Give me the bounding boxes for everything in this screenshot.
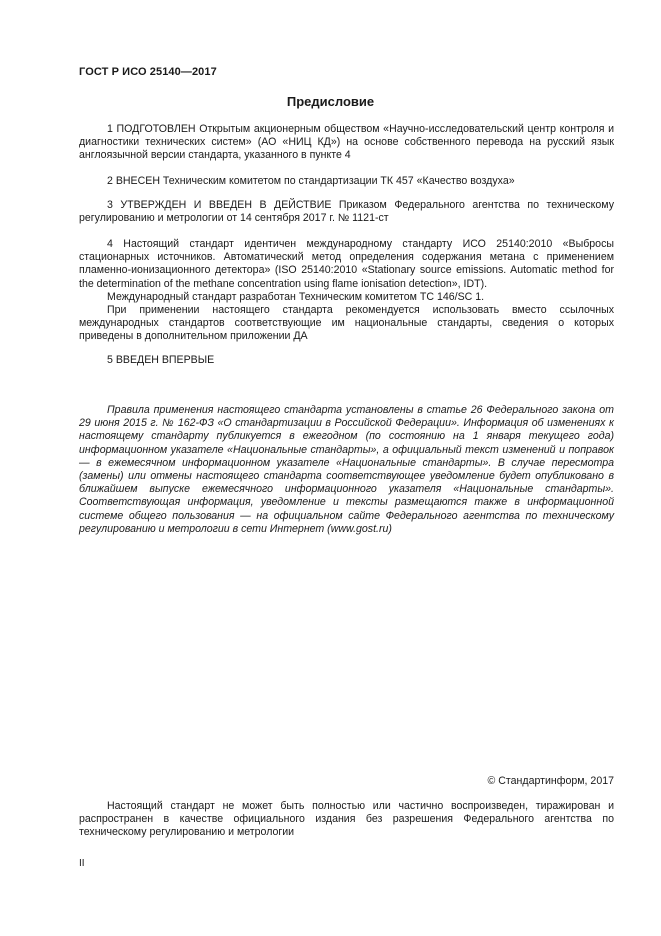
section-4	[79, 238, 614, 344]
reproduction-notice	[79, 800, 614, 840]
reproduction-notice-text: Настоящий стандарт не может быть полностью или частично воспроизведен, тиражирован и распространен в качестве официального издания без разрешения Федерального агентства по техническому регулированию и метрологии	[79, 800, 614, 839]
section-2-text: 2 ВНЕСЕН Техническим комитетом по стандартизации ТК 457 «Качество воздуха»	[107, 175, 515, 187]
page-number: II	[79, 858, 85, 869]
section-3	[79, 199, 614, 225]
rules-notice-text: Правила применения настоящего стандарта установлены в статье 26 Федерального закона от 29 июня 2015 г. № 162-ФЗ «О стандартизации в Российской Федерации». Информация об изменениях к настоящему стандарту публикуется в ежегодном (по состоянию на 1 января текущего года) информационном указателе «Национальные стандарты», а официальный текст изменений и поправок — в ежемесячном информационном указателе «Национальные стандарты». В случае пересмотра (замены) или отмены настоящего стандарта соответствующее уведомление будет опубликовано в ближайшем выпуске ежемесячного информационного указателя «Национальные стандарты». Соответствующая информация, уведомление и тексты размещаются также в информационной системе общего пользования — на официальном сайте Федерального агентства по техническому регулированию и метрологии в сети Интернет (www.gost.ru)	[79, 404, 614, 535]
section-1-text: 1 ПОДГОТОВЛЕН Открытым акционерным обществом «Научно-исследовательский центр контроля и диагностики технических систем» (АО «НИЦ КД») на основе собственного перевода на русский язык англоязычной версии стандарта, указанного в пункте 4	[79, 123, 614, 162]
page-title: Предисловие	[286, 94, 375, 109]
section-3-text: 3 УТВЕРЖДЕН И ВВЕДЕН В ДЕЙСТВИЕ Приказом Федерального агентства по техническому регулированию и метрологии от 14 сентября 2017 г. № 1121-ст	[79, 199, 614, 225]
section-5-text: 5 ВВЕДЕН ВПЕРВЫЕ	[107, 354, 215, 366]
section-4-paragraph-3: При применении настоящего стандарта рекомендуется использовать вместо ссылочных международных стандартов соответствующие им национальные стандарты, сведения о которых приведены в дополнительном приложении ДА	[79, 304, 614, 343]
document-id-header: ГОСТ Р ИСО 25140—2017	[79, 66, 217, 78]
section-5	[79, 354, 614, 367]
copyright-line: © Стандартинформ, 2017	[487, 775, 614, 787]
section-1	[79, 123, 614, 163]
section-2	[79, 175, 614, 188]
rules-notice	[79, 404, 614, 536]
section-4-paragraph-2: Международный стандарт разработан Техническим комитетом ТС 146/SC 1.	[107, 290, 485, 303]
section-4-paragraph-1: 4 Настоящий стандарт идентичен международному стандарту ИСО 25140:2010 «Выбросы стационарных источников. Автоматический метод определения содержания метана с применением пламенно-ионизационного детектора» (ISO 25140:2010 «Stationary source emissions. Automatic method for the determination of the methane concentration using flame ionisation detection», IDT).	[79, 238, 614, 290]
